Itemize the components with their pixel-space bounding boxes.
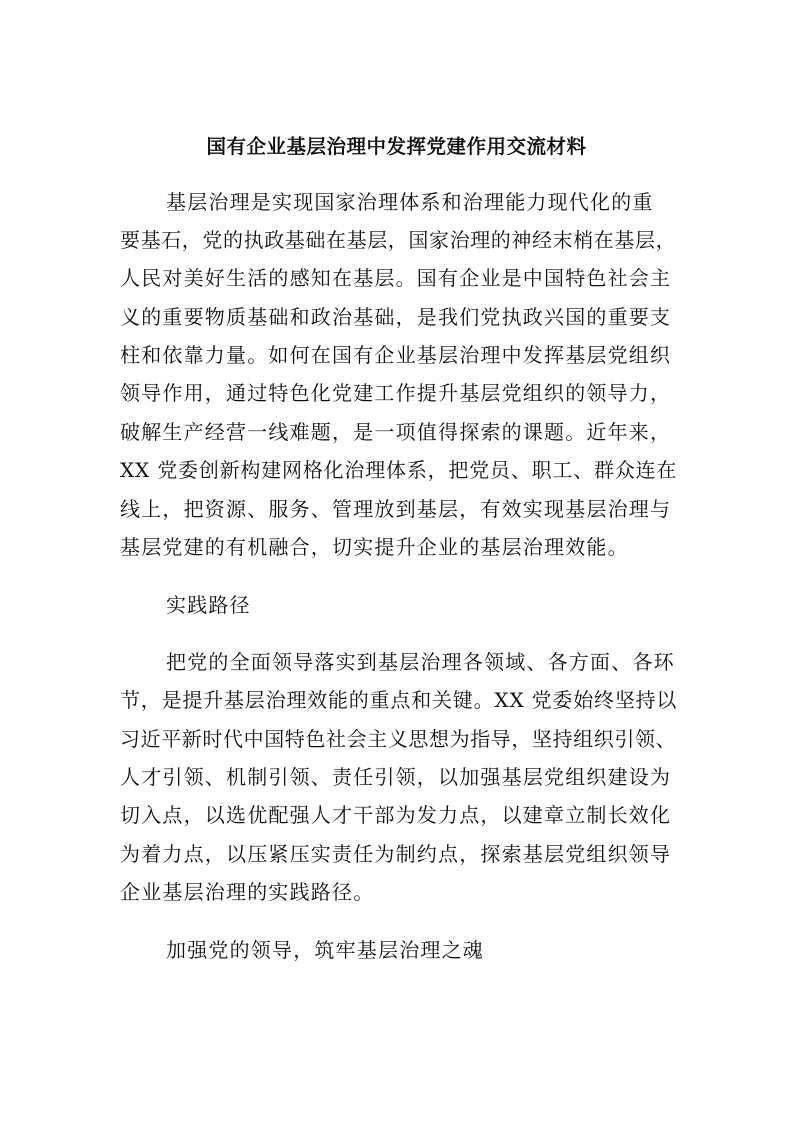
body-line: 习近平新时代中国特色社会主义思想为指导，坚持组织引领、 bbox=[120, 727, 677, 751]
body-line: 基层治理是实现国家治理体系和治理能力现代化的重 bbox=[166, 190, 654, 214]
body-line: 企业基层治理的实践路径。 bbox=[120, 880, 375, 904]
body-line: 把党的全面领导落实到基层治理各领域、各方面、各环 bbox=[166, 650, 675, 674]
body-line: 破解生产经营一线难题，是一项值得探索的课题。近年来， bbox=[120, 420, 672, 444]
body-line: 人才引领、机制引领、责任引领，以加强基层党组织建设为 bbox=[120, 765, 672, 789]
body-line: 线上，把资源、服务、管理放到基层，有效实现基层治理与 bbox=[120, 497, 672, 521]
section-heading: 实践路径 bbox=[166, 593, 251, 617]
body-line: 为着力点，以压紧压实责任为制约点，探索基层党组织领导 bbox=[120, 842, 672, 866]
body-line: 领导作用，通过特色化党建工作提升基层党组织的领导力， bbox=[120, 381, 672, 405]
body-line: 节，是提升基层治理效能的重点和关键。XX 党委始终坚持以 bbox=[120, 688, 678, 712]
body-line: 义的重要物质基础和政治基础，是我们党执政兴国的重要支 bbox=[120, 305, 672, 329]
document-title: 国有企业基层治理中发挥党建作用交流材料 bbox=[206, 135, 587, 158]
body-line: 要基石，党的执政基础在基层，国家治理的神经末梢在基层， bbox=[120, 228, 677, 252]
body-line: 基层党建的有机融合，切实提升企业的基层治理效能。 bbox=[120, 535, 629, 559]
body-line: XX 党委创新构建网格化治理体系，把党员、职工、群众连在 bbox=[120, 458, 678, 482]
body-line: 人民对美好生活的感知在基层。国有企业是中国特色社会主 bbox=[120, 266, 672, 290]
body-line: 柱和依靠力量。如何在国有企业基层治理中发挥基层党组织 bbox=[120, 343, 672, 367]
body-line: 切入点，以选优配强人才干部为发力点，以建章立制长效化 bbox=[120, 803, 672, 827]
subsection-heading: 加强党的领导，筑牢基层治理之魂 bbox=[166, 938, 484, 962]
